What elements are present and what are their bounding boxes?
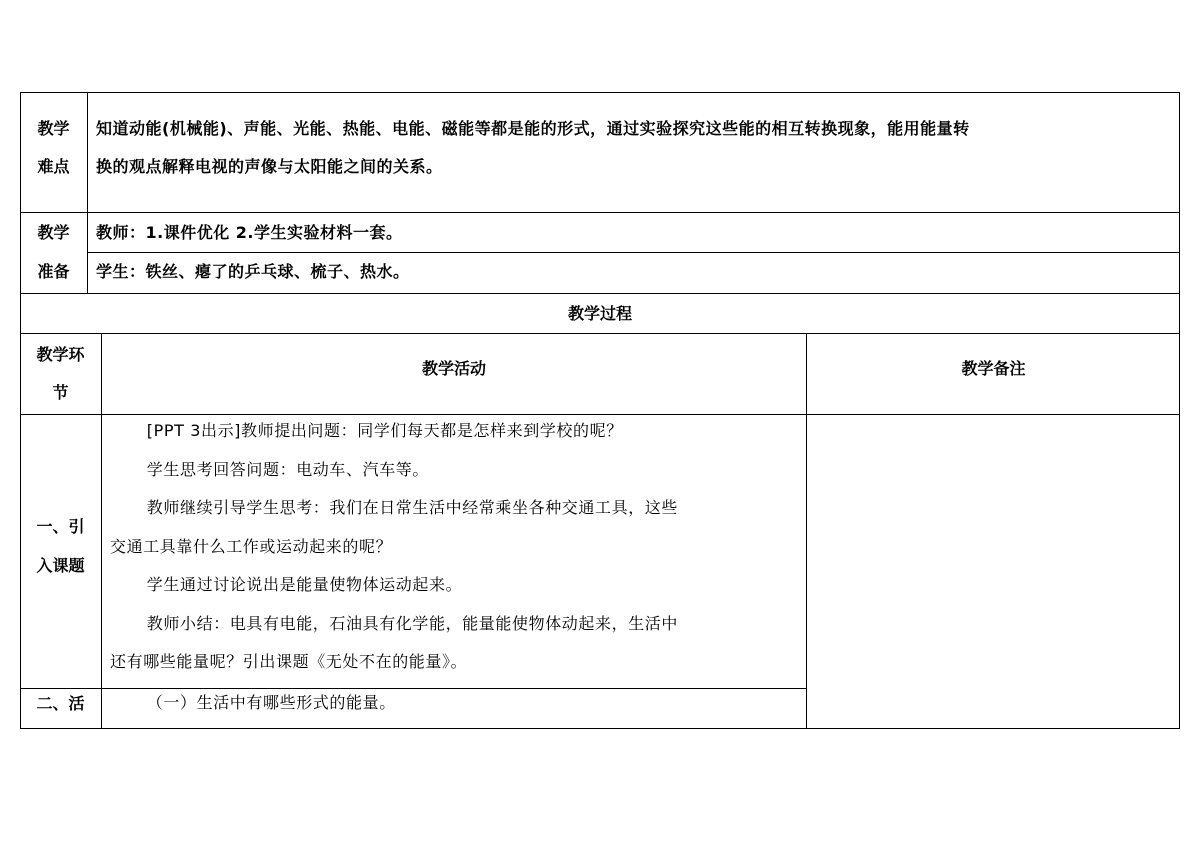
activity-line: 学生思考回答问题：电动车、汽车等。	[146, 459, 429, 479]
top-table-divider	[87, 92, 88, 294]
stage-col-divider	[101, 333, 102, 729]
activity-header: 教学活动	[421, 359, 486, 378]
difficulty-label: 教学 难点	[37, 119, 70, 176]
activity-line: 教师继续引导学生思考：我们在日常生活中经常乘坐各种交通工具，这些	[146, 498, 678, 517]
process-title-divider	[20, 333, 1180, 334]
process-title: 教学过程	[567, 304, 632, 323]
activity-line: 学生通过讨论说出是能量使物体运动起来。	[146, 575, 463, 594]
preparation-students: 学生：铁丝、瘪了的乒乓球、梳子、热水。	[96, 262, 410, 281]
difficulty-text: 知道动能(机械能)、声能、光能、热能、电能、磁能等都是能的形式，通过实验探究这些能的相互转换现象，能用能量转 换的观点解释电视的声像与太阳能之间的关系。	[96, 119, 970, 176]
activity-line: （一）生活中有哪些形式的能量。	[146, 693, 396, 712]
preparation-label: 教学 准备	[37, 223, 70, 281]
section2-label: 二、活	[36, 694, 85, 713]
preparation-teacher: 教师：1.课件优化 2.学生实验材料一套。	[96, 223, 403, 242]
activity-line: 教师小结：电具有电能，石油具有化学能，能量能使物体动起来，生活中	[146, 613, 678, 633]
notes-header: 教学备注	[961, 359, 1026, 378]
activity-line: 交通工具靠什么工作或运动起来的呢？	[110, 536, 393, 556]
activity-line: [PPT 3出示]教师提出问题：同学们每天都是怎样来到学校的呢？	[146, 421, 623, 440]
section1-label: 一、引 入课题	[36, 517, 85, 575]
stage-header: 教学环 节	[36, 345, 85, 402]
section2-activity	[110, 689, 802, 717]
section1-activity	[110, 412, 802, 682]
notes-col-divider	[806, 333, 807, 729]
activity-line: 还有哪些能量呢？引出课题《无处不在的能量》。	[110, 652, 468, 671]
